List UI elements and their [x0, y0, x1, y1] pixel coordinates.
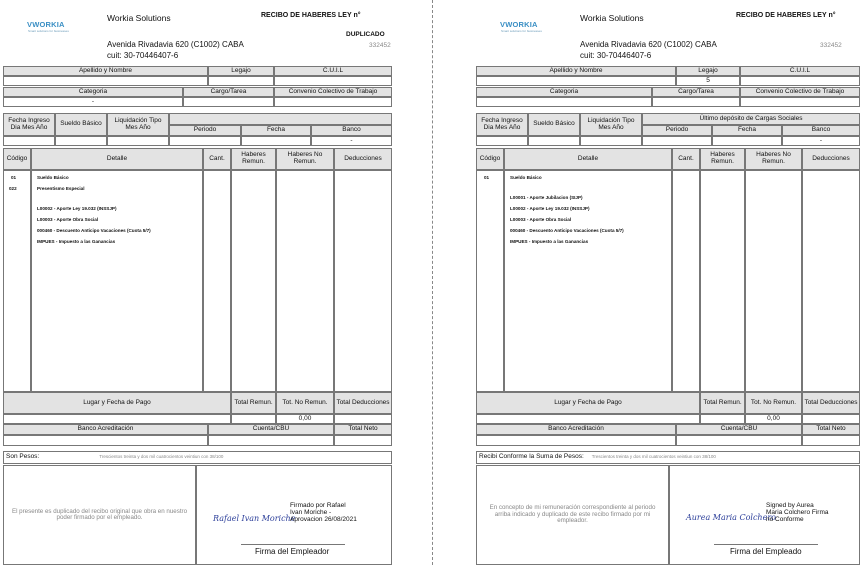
- line-detail: Sueldo Básico: [37, 175, 69, 180]
- header-fecha: Fecha: [241, 125, 311, 136]
- header-lugar-fecha: Lugar y Fecha de Pago: [476, 392, 700, 414]
- value-ingreso: [476, 136, 528, 146]
- amount-in-words: Trescientos treinta y dos mil cuatrocientos veintiun con 38/100: [99, 454, 224, 460]
- header-total-neto: Total Neto: [334, 424, 392, 435]
- header-cargo: Cargo/Tarea: [652, 87, 740, 97]
- value-periodo: [169, 136, 241, 146]
- receipt-title: RECIBO DE HABERES LEY n°: [261, 12, 361, 19]
- header-haberes-norem: Haberes No Remun.: [745, 148, 802, 170]
- value-banco: -: [782, 136, 860, 146]
- logo-tagline: Smart solutions for businesses: [501, 29, 542, 33]
- company-address: Avenida Rivadavia 620 (C1002) CABA: [580, 40, 717, 49]
- value-name: [476, 76, 676, 86]
- header-cuil: C.U.I.L: [740, 66, 860, 76]
- line-detail: IMPUES - Impuesto a las Ganancias: [37, 239, 116, 244]
- header-detalle: Detalle: [31, 148, 203, 170]
- header-cant: Cant.: [203, 148, 231, 170]
- col-cant: [203, 170, 231, 392]
- line-detail: L00003 - Aporte Obra Social: [37, 217, 99, 222]
- signature: Rafael Ivan Moriche: [213, 514, 296, 523]
- value-total-norem: 0,00: [276, 414, 334, 424]
- signature-label: Firma del Empleado: [730, 547, 802, 556]
- header-legajo: Legajo: [676, 66, 740, 76]
- header-lugar-fecha: Lugar y Fecha de Pago: [3, 392, 231, 414]
- company-logo: VWORKIA: [27, 20, 65, 29]
- header-deducciones: Deducciones: [802, 148, 860, 170]
- header-categoria: Categoria: [3, 87, 183, 97]
- header-convenio: Convenio Colectivo de Trabajo: [740, 87, 860, 97]
- value-legajo: [208, 76, 274, 86]
- col-haberes-rem: [231, 170, 276, 392]
- header-fecha: Fecha: [712, 125, 782, 136]
- son-pesos-row: [476, 451, 860, 464]
- header-banco: Banco: [782, 125, 860, 136]
- header-cant: Cant.: [672, 148, 700, 170]
- digital-signature-text: Firmado por Rafael Ivan Moriche - Aprovacion 26/08/2021: [290, 502, 357, 524]
- value-categoria: -: [3, 97, 183, 107]
- line-detail: L00001 - Aporte Jubilacion (SIJP): [510, 195, 583, 200]
- signature-label: Firma del Empleador: [255, 547, 330, 556]
- value-neto: [334, 435, 392, 446]
- value-fecha: [712, 136, 782, 146]
- col-deducciones: [334, 170, 392, 392]
- header-name: Apellido y Nombre: [476, 66, 676, 76]
- header-total-rem: Total Remun.: [231, 392, 276, 414]
- header-fecha-ingreso: Fecha Ingreso Dia Mes Año: [3, 113, 55, 136]
- value-cuil: [740, 76, 860, 86]
- header-haberes-rem: Haberes Remun.: [231, 148, 276, 170]
- line-detail: Presentismo Especial: [37, 186, 85, 191]
- value-periodo: [642, 136, 712, 146]
- header-deposito-empty: [169, 113, 392, 125]
- receipt-title: RECIBO DE HABERES LEY n°: [736, 12, 836, 19]
- value-banco-acreditacion: [3, 435, 208, 446]
- value-sueldo: [528, 136, 580, 146]
- line-detail: IMPUES - Impuesto a las Ganancias: [510, 239, 589, 244]
- value-total-deducciones: [802, 414, 860, 424]
- line-detail: 000460 - Descuento Anticipo Vacaciones (Cuota 5/7): [510, 228, 624, 233]
- line-detail: L00002 - Aporte Ley 19.032 (INSSJP): [510, 206, 590, 211]
- line-code: 01: [484, 175, 490, 180]
- line-code: 022: [9, 186, 17, 191]
- header-ultimo-deposito: Último depósito de Cargas Sociales: [642, 113, 860, 125]
- logo-tagline: Smart solutions for businesses: [28, 29, 69, 33]
- col-haberes-norem: [276, 170, 334, 392]
- value-lugar: [3, 414, 231, 424]
- receipt-original: [476, 0, 860, 565]
- company-cuit: cuit: 30-70446407-6: [107, 51, 179, 60]
- header-total-neto: Total Neto: [802, 424, 860, 435]
- header-banco: Banco: [311, 125, 392, 136]
- header-total-norem: Tot. No Remun.: [276, 392, 334, 414]
- col-haberes-norem: [745, 170, 802, 392]
- line-detail: L00002 - Aporte Ley 19.032 (INSSJP): [37, 206, 117, 211]
- header-haberes-norem: Haberes No Remun.: [276, 148, 334, 170]
- value-cuenta: [208, 435, 334, 446]
- line-detail: L00003 - Aporte Obra Social: [510, 217, 572, 222]
- value-convenio: [740, 97, 860, 107]
- signature-line: [241, 544, 345, 545]
- value-sueldo: [55, 136, 107, 146]
- amount-in-words: Trescientos treinta y dos mil cuatrocientos veintiun con 38/100: [591, 454, 716, 460]
- header-convenio: Convenio Colectivo de Trabajo: [274, 87, 392, 97]
- company-address: Avenida Rivadavia 620 (C1002) CABA: [107, 40, 244, 49]
- col-codigo: [476, 170, 504, 392]
- header-banco-acreditacion: Banco Acreditación: [476, 424, 676, 435]
- value-convenio: [274, 97, 392, 107]
- header-liquidacion: Liquidación Tipo Mes Año: [580, 113, 642, 136]
- header-cargo: Cargo/Tarea: [183, 87, 274, 97]
- header-codigo: Código: [3, 148, 31, 170]
- value-banco-acreditacion: [476, 435, 676, 446]
- header-cuenta-cbu: Cuenta/CBU: [208, 424, 334, 435]
- value-total-rem: [231, 414, 276, 424]
- company-cuit: cuit: 30-70446407-6: [580, 51, 652, 60]
- header-total-deducciones: Total Deducciones: [334, 392, 392, 414]
- col-detalle: [31, 170, 203, 392]
- value-neto: [802, 435, 860, 446]
- signature: Aurea Maria Colchero: [686, 513, 776, 522]
- value-name: [3, 76, 208, 86]
- header-cuenta-cbu: Cuenta/CBU: [676, 424, 802, 435]
- value-cargo: [183, 97, 274, 107]
- duplicate-label: DUPLICADO: [346, 31, 385, 38]
- receipt-number: 332452: [820, 42, 842, 49]
- value-categoria: [476, 97, 652, 107]
- value-ingreso: [3, 136, 55, 146]
- company-logo: VWORKIA: [500, 20, 538, 29]
- note-box: [476, 465, 669, 565]
- header-total-norem: Tot. No Remun.: [745, 392, 802, 414]
- col-haberes-rem: [700, 170, 745, 392]
- son-pesos-label: Son Pesos:: [6, 453, 40, 461]
- header-name: Apellido y Nombre: [3, 66, 208, 76]
- value-total-deducciones: [334, 414, 392, 424]
- line-detail: 000460 - Descuento Anticipo Vacaciones (Cuota 5/7): [37, 228, 151, 233]
- header-legajo: Legajo: [208, 66, 274, 76]
- company-name: Workia Solutions: [580, 13, 644, 23]
- header-codigo: Código: [476, 148, 504, 170]
- header-detalle: Detalle: [504, 148, 672, 170]
- value-cuil: [274, 76, 392, 86]
- header-deducciones: Deducciones: [334, 148, 392, 170]
- header-sueldo: Sueldo Básico: [528, 113, 580, 136]
- value-liquidacion: [580, 136, 642, 146]
- conformity-note: En concepto de mi remuneración correspondiente al periodo arriba indicado y duplicado de este recibo firmado por mi empleador.: [489, 504, 656, 525]
- company-name: Workia Solutions: [107, 13, 171, 23]
- digital-signature-text: Signed by Aurea Maria Colchero Firma no Conforme: [766, 502, 829, 524]
- line-detail: Sueldo Básico: [510, 175, 542, 180]
- duplicate-note: El presente es duplicado del recibo original que obra en nuestro poder firmado por el empleado.: [11, 507, 188, 521]
- header-sueldo: Sueldo Básico: [55, 113, 107, 136]
- header-periodo: Periodo: [642, 125, 712, 136]
- value-banco: -: [311, 136, 392, 146]
- cut-line: [432, 0, 433, 565]
- signature-line: [714, 544, 818, 545]
- header-categoria: Categoria: [476, 87, 652, 97]
- header-fecha-ingreso: Fecha Ingreso Dia Mes Año: [476, 113, 528, 136]
- header-total-deducciones: Total Deducciones: [802, 392, 860, 414]
- value-fecha: [241, 136, 311, 146]
- value-legajo: 5: [676, 76, 740, 86]
- son-pesos-row: [3, 451, 392, 464]
- header-periodo: Periodo: [169, 125, 241, 136]
- header-liquidacion: Liquidación Tipo Mes Año: [107, 113, 169, 136]
- value-liquidacion: [107, 136, 169, 146]
- value-cargo: [652, 97, 740, 107]
- receipt-number: 332452: [369, 42, 391, 49]
- header-haberes-rem: Haberes Remun.: [700, 148, 745, 170]
- col-deducciones: [802, 170, 860, 392]
- col-detalle: [504, 170, 672, 392]
- header-banco-acreditacion: Banco Acreditación: [3, 424, 208, 435]
- value-total-norem: 0,00: [745, 414, 802, 424]
- col-cant: [672, 170, 700, 392]
- col-codigo: [3, 170, 31, 392]
- line-code: 01: [11, 175, 17, 180]
- receipt-duplicate: [3, 0, 425, 565]
- header-cuil: C.U.I.L: [274, 66, 392, 76]
- value-lugar: [476, 414, 700, 424]
- header-total-rem: Total Remun.: [700, 392, 745, 414]
- note-box: [3, 465, 196, 565]
- son-pesos-label: Recibi Conforme la Suma de Pesos:: [479, 453, 584, 461]
- value-total-rem: [700, 414, 745, 424]
- value-cuenta: [676, 435, 802, 446]
